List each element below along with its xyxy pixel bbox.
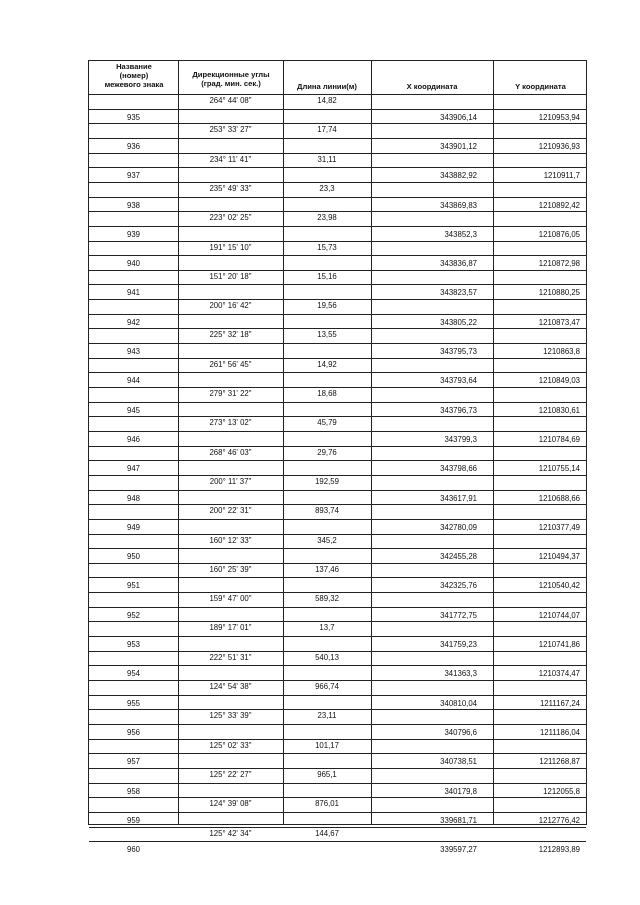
segment-angle: 273° 13' 02" bbox=[209, 418, 252, 428]
row-divider bbox=[89, 328, 586, 329]
point-y: 1210863,8 bbox=[543, 347, 580, 357]
row-divider bbox=[89, 241, 586, 242]
point-x: 340179,8 bbox=[444, 786, 477, 796]
point-name: 957 bbox=[126, 757, 140, 767]
point-name: 941 bbox=[126, 288, 140, 298]
row-divider bbox=[89, 387, 586, 388]
row-divider bbox=[89, 343, 586, 344]
point-name: 944 bbox=[126, 376, 140, 386]
segment-angle: 235° 49' 33" bbox=[209, 183, 252, 193]
segment-length: 966,74 bbox=[315, 682, 339, 691]
segment-length: 45,79 bbox=[317, 418, 337, 428]
point-y: 1210892,42 bbox=[538, 200, 580, 210]
segment-length: 965,1 bbox=[317, 769, 337, 779]
point-x: 342325,76 bbox=[440, 581, 477, 591]
header-length: Длина линии(м) bbox=[297, 82, 357, 91]
point-name: 939 bbox=[126, 229, 140, 239]
segment-angle: 223° 02' 25" bbox=[209, 213, 252, 223]
point-name: 945 bbox=[126, 405, 140, 415]
row-divider bbox=[89, 797, 586, 798]
point-name: 953 bbox=[126, 640, 140, 650]
point-x: 340796,6 bbox=[444, 727, 477, 737]
row-divider bbox=[89, 739, 586, 740]
row-divider bbox=[89, 665, 586, 666]
segment-angle: 191° 15' 10" bbox=[209, 242, 252, 252]
point-y: 1212055,8 bbox=[543, 786, 580, 796]
point-name: 936 bbox=[126, 141, 140, 151]
segment-length: 540,13 bbox=[315, 652, 339, 662]
segment-angle: 279° 31' 22" bbox=[209, 389, 252, 398]
point-x: 343796,73 bbox=[440, 405, 477, 415]
segment-angle: 222° 51' 31" bbox=[209, 652, 252, 662]
point-name: 959 bbox=[126, 815, 140, 825]
row-divider bbox=[89, 841, 586, 842]
point-name: 955 bbox=[126, 698, 140, 708]
point-name: 947 bbox=[126, 464, 140, 474]
point-x: 340810,04 bbox=[440, 698, 477, 708]
segment-angle: 189° 17' 01" bbox=[209, 623, 252, 633]
point-x: 343617,91 bbox=[440, 493, 477, 503]
row-divider bbox=[89, 270, 586, 271]
row-divider bbox=[89, 680, 586, 681]
row-divider bbox=[89, 827, 586, 828]
point-x: 343805,22 bbox=[440, 317, 477, 327]
point-y: 1210880,25 bbox=[538, 288, 580, 298]
segment-angle: 253° 33' 27" bbox=[209, 125, 252, 135]
segment-length: 23,11 bbox=[317, 711, 337, 721]
row-divider bbox=[89, 402, 586, 403]
point-y: 1210873,47 bbox=[538, 317, 580, 327]
table-header bbox=[89, 61, 586, 95]
row-divider bbox=[89, 372, 586, 373]
segment-length: 876,01 bbox=[315, 799, 339, 809]
row-divider bbox=[89, 167, 586, 168]
row-divider bbox=[89, 577, 586, 578]
row-divider bbox=[89, 314, 586, 315]
point-x: 343795,73 bbox=[440, 347, 477, 357]
point-y: 1210911,7 bbox=[543, 171, 580, 181]
point-x: 341772,75 bbox=[440, 610, 477, 620]
point-y: 1210876,05 bbox=[538, 229, 580, 239]
row-divider bbox=[89, 504, 586, 505]
row-divider bbox=[89, 431, 586, 432]
segment-length: 29,76 bbox=[317, 447, 337, 457]
row-divider bbox=[89, 358, 586, 359]
row-divider bbox=[89, 197, 586, 198]
point-name: 951 bbox=[126, 581, 140, 591]
row-divider bbox=[89, 109, 586, 110]
segment-length: 137,46 bbox=[315, 564, 339, 574]
row-divider bbox=[89, 490, 586, 491]
row-divider bbox=[89, 475, 586, 476]
point-name: 956 bbox=[126, 727, 140, 737]
point-x: 341759,23 bbox=[440, 640, 477, 650]
point-x: 342780,09 bbox=[440, 522, 477, 532]
row-divider bbox=[89, 695, 586, 696]
point-y: 1210872,98 bbox=[538, 259, 580, 269]
point-x: 343882,92 bbox=[440, 171, 477, 181]
row-divider bbox=[89, 182, 586, 183]
point-y: 1211167,24 bbox=[539, 698, 580, 708]
point-name: 960 bbox=[126, 845, 140, 855]
segment-length: 17,74 bbox=[317, 125, 337, 135]
point-x: 343901,12 bbox=[440, 141, 477, 151]
segment-length: 23,3 bbox=[319, 183, 335, 193]
point-y: 1210377,49 bbox=[538, 522, 580, 532]
point-y: 1212776,42 bbox=[538, 815, 580, 825]
row-divider bbox=[89, 284, 586, 285]
row-divider bbox=[89, 211, 586, 212]
point-name: 940 bbox=[126, 259, 140, 269]
row-divider bbox=[89, 460, 586, 461]
segment-length: 23,98 bbox=[317, 213, 337, 223]
point-x: 339681,71 bbox=[440, 815, 477, 825]
point-name: 935 bbox=[126, 112, 140, 122]
segment-length: 345,2 bbox=[317, 535, 337, 545]
row-divider bbox=[89, 519, 586, 520]
point-x: 343869,83 bbox=[440, 200, 477, 210]
point-y: 1210374,47 bbox=[538, 669, 580, 679]
header-name: Название (номер) межевого знака bbox=[104, 62, 164, 89]
point-x: 340738,51 bbox=[440, 757, 477, 767]
point-name: 949 bbox=[126, 522, 140, 532]
row-divider bbox=[89, 812, 586, 813]
segment-angle: 264° 44' 08" bbox=[209, 96, 252, 105]
point-y: 1210936,93 bbox=[538, 141, 580, 151]
segment-angle: 124° 54' 38" bbox=[209, 682, 252, 691]
segment-length: 14,92 bbox=[317, 359, 337, 369]
row-divider bbox=[89, 299, 586, 300]
segment-angle: 160° 12' 33" bbox=[209, 535, 252, 545]
row-divider bbox=[89, 123, 586, 124]
point-name: 952 bbox=[126, 610, 140, 620]
point-name: 937 bbox=[126, 171, 140, 181]
segment-angle: 125° 22' 27" bbox=[209, 769, 252, 779]
segment-length: 589,32 bbox=[315, 594, 339, 604]
row-divider bbox=[89, 153, 586, 154]
row-divider bbox=[89, 592, 586, 593]
point-x: 339597,27 bbox=[440, 845, 477, 855]
row-divider bbox=[89, 651, 586, 652]
point-y: 1210688,66 bbox=[538, 493, 580, 503]
point-name: 938 bbox=[126, 200, 140, 210]
point-x: 343798,66 bbox=[440, 464, 477, 474]
segment-angle: 125° 42' 34" bbox=[209, 828, 252, 838]
segment-length: 13,7 bbox=[319, 623, 335, 633]
row-divider bbox=[89, 724, 586, 725]
row-divider bbox=[89, 534, 586, 535]
segment-angle: 159° 47' 00" bbox=[209, 594, 252, 604]
point-y: 1211186,04 bbox=[539, 727, 580, 737]
point-y: 1210741,86 bbox=[538, 640, 580, 650]
row-divider bbox=[89, 226, 586, 227]
row-divider bbox=[89, 255, 586, 256]
point-name: 950 bbox=[126, 552, 140, 562]
row-divider bbox=[89, 768, 586, 769]
segment-length: 893,74 bbox=[315, 506, 339, 516]
segment-length: 15,73 bbox=[317, 242, 337, 252]
segment-length: 144,67 bbox=[315, 828, 339, 838]
point-x: 342455,28 bbox=[440, 552, 477, 562]
segment-length: 18,68 bbox=[317, 389, 337, 398]
segment-length: 31,11 bbox=[317, 154, 337, 164]
segment-length: 19,56 bbox=[317, 301, 337, 311]
point-y: 1210540,42 bbox=[538, 581, 580, 591]
row-divider bbox=[89, 607, 586, 608]
point-x: 343823,57 bbox=[440, 288, 477, 298]
segment-angle: 234° 11' 41" bbox=[209, 154, 252, 164]
point-y: 1210849,03 bbox=[538, 376, 580, 386]
row-divider bbox=[89, 416, 586, 417]
point-y: 1212893,89 bbox=[538, 845, 580, 855]
row-divider bbox=[89, 636, 586, 637]
segment-angle: 200° 22' 31" bbox=[209, 506, 252, 516]
point-name: 942 bbox=[126, 317, 140, 327]
row-divider bbox=[89, 563, 586, 564]
row-divider bbox=[89, 621, 586, 622]
point-name: 943 bbox=[126, 347, 140, 357]
segment-angle: 151° 20' 18" bbox=[209, 271, 252, 281]
point-x: 343836,87 bbox=[440, 259, 477, 269]
segment-angle: 124° 39' 08" bbox=[209, 799, 252, 809]
segment-angle: 268° 46' 03" bbox=[209, 447, 252, 457]
point-x: 343852,3 bbox=[444, 229, 477, 239]
segment-length: 14,82 bbox=[317, 96, 337, 105]
point-name: 946 bbox=[126, 434, 140, 444]
point-y: 1210744,07 bbox=[538, 610, 580, 620]
point-y: 1210953,94 bbox=[538, 112, 580, 122]
header-x: X координата bbox=[406, 82, 458, 91]
row-divider bbox=[89, 709, 586, 710]
segment-angle: 261° 56' 45" bbox=[209, 359, 252, 369]
point-x: 343793,64 bbox=[440, 376, 477, 386]
row-divider bbox=[89, 783, 586, 784]
point-x: 343906,14 bbox=[440, 112, 477, 122]
segment-angle: 160° 25' 39" bbox=[209, 564, 252, 574]
point-x: 341363,3 bbox=[444, 669, 477, 679]
point-y: 1210784,69 bbox=[538, 434, 580, 444]
row-divider bbox=[89, 446, 586, 447]
point-y: 1210755,14 bbox=[538, 464, 580, 474]
segment-length: 101,17 bbox=[315, 740, 339, 750]
header-y: Y координата bbox=[515, 82, 566, 91]
point-name: 958 bbox=[126, 786, 140, 796]
segment-angle: 125° 33' 39" bbox=[209, 711, 252, 721]
point-y: 1211268,87 bbox=[539, 757, 580, 767]
segment-angle: 125° 02' 33" bbox=[209, 740, 252, 750]
row-divider bbox=[89, 548, 586, 549]
point-name: 948 bbox=[126, 493, 140, 503]
row-divider bbox=[89, 138, 586, 139]
segment-angle: 225° 32' 18" bbox=[209, 330, 252, 340]
point-name: 954 bbox=[126, 669, 140, 679]
segment-length: 13,55 bbox=[317, 330, 337, 340]
segment-angle: 200° 11' 37" bbox=[209, 476, 252, 486]
point-y: 1210830,61 bbox=[538, 405, 580, 415]
point-x: 343799,3 bbox=[444, 434, 477, 444]
row-divider bbox=[89, 753, 586, 754]
point-y: 1210494,37 bbox=[538, 552, 580, 562]
segment-length: 15,16 bbox=[317, 271, 337, 281]
coordinates-table bbox=[88, 60, 587, 855]
segment-angle: 200° 16' 42" bbox=[209, 301, 252, 311]
segment-length: 192,59 bbox=[315, 476, 339, 486]
header-angles: Дирекционные углы (град. мин. сек.) bbox=[192, 70, 270, 88]
